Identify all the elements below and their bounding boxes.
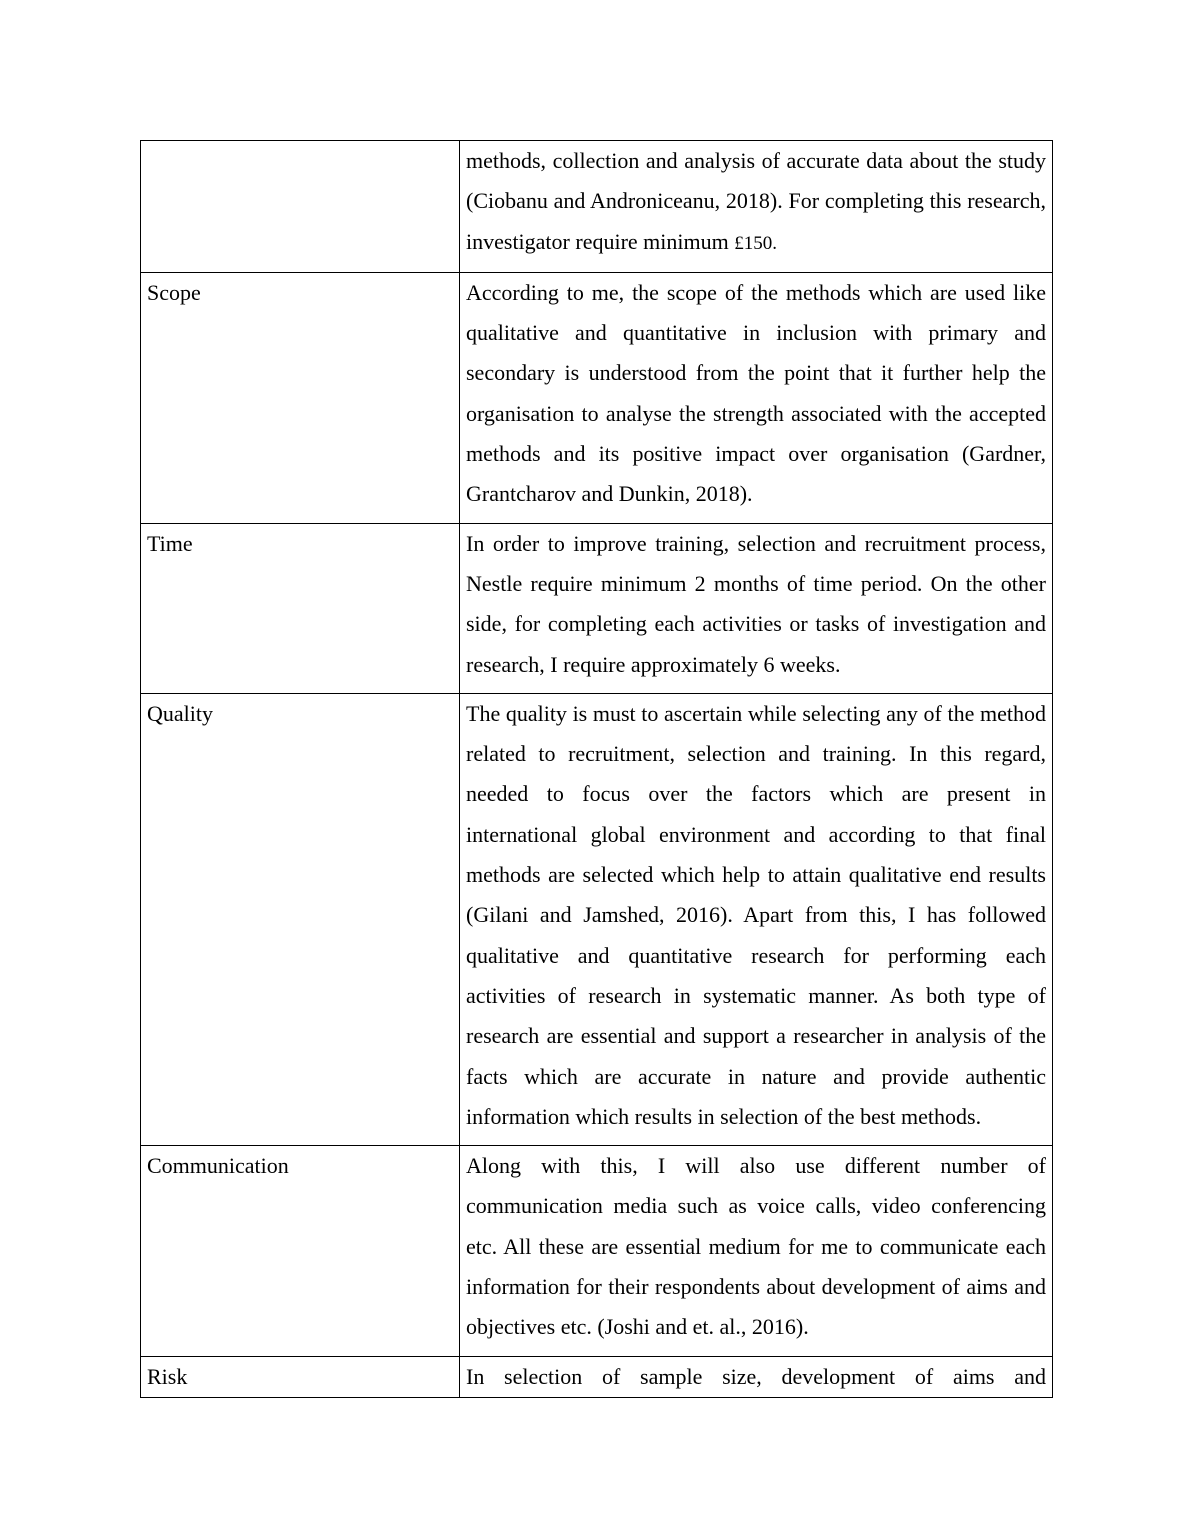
budget-amount: £150. [734,232,777,254]
row-content-cell: The quality is must to ascertain while selecting any of the method related to recruitment, selection and training. In this regard, needed to focus over the factors which are present in international global environment and according to that final methods are selected which help to attain qualitative end results (Gilani and Jamshed, 2016). Apart from this, I has followed qualitative and quantitative research for performing each activities of research in systematic manner. As both type of research are essential and support a researcher in analysis of the facts which are accurate in nature and provide authentic information which results in selection of the best methods. [460,693,1053,1145]
row-content-cell [460,141,1053,273]
row-content-text: methods, collection and analysis of accurate data about the study (Ciobanu and Androniceanu, 2018). For completing this research, investigator require minimum [466,148,1046,254]
row-content-cell: In selection of sample size, development of aims and [460,1356,1053,1397]
row-label-cell: Risk [141,1356,460,1397]
row-content-cell: According to me, the scope of the methods which are used like qualitative and quantitative in inclusion with primary and secondary is understood from the point that it further help the organisation to analyse the strength associated with the accepted methods and its positive impact over organisation (Gardner, Grantcharov and Dunkin, 2018). [460,272,1053,523]
table-row-quality [141,693,1053,1145]
row-content-cell: Along with this, I will also use different number of communication media such as voice calls, video conferencing etc. All these are essential medium for me to communicate each information for their respondents about development of aims and objectives etc. (Joshi and et. al., 2016). [460,1146,1053,1356]
table-row-risk [141,1356,1053,1397]
table-row-scope [141,272,1053,523]
table-row-budget [141,141,1053,273]
row-label-cell: Communication [141,1146,460,1356]
table-row-communication [141,1146,1053,1356]
row-label-cell: Time [141,523,460,693]
document-table [140,140,1053,1398]
row-label-cell [141,141,460,273]
table-row-time [141,523,1053,693]
row-content-cell: In order to improve training, selection and recruitment process, Nestle require minimum 2 months of time period. On the other side, for completing each activities or tasks of investigation and research, I require approximately 6 weeks. [460,523,1053,693]
row-label-cell: Quality [141,693,460,1145]
row-label-cell: Scope [141,272,460,523]
